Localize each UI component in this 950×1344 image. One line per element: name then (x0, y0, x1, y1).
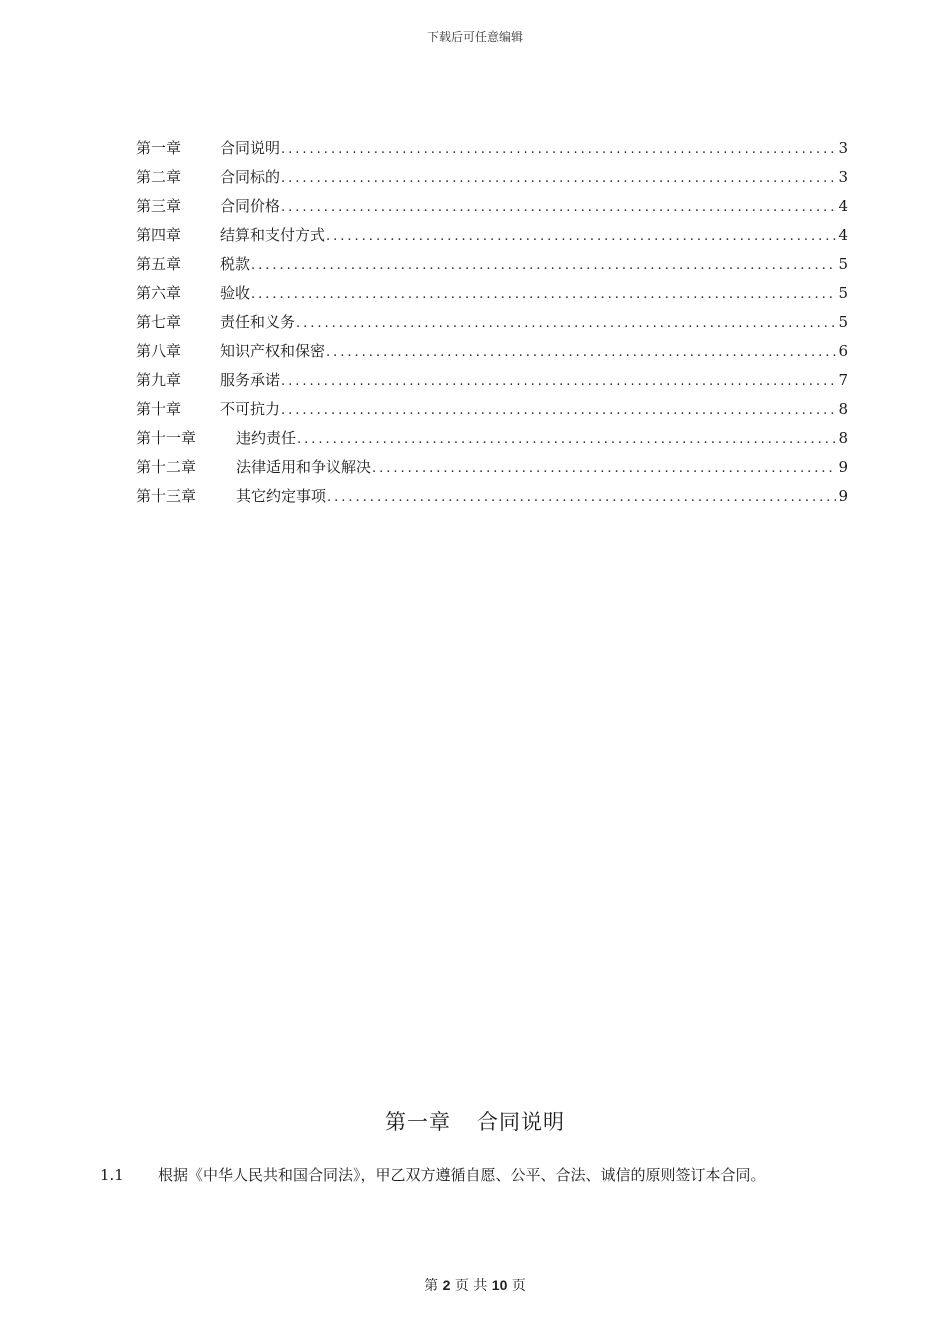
toc-chapter-title: 法律适用和争议解决 (236, 458, 372, 476)
chapter-heading (0, 1106, 950, 1136)
chapter-heading-number: 第一章 (385, 1110, 451, 1134)
toc-page-number: 8 (838, 429, 848, 447)
toc-page-number: 5 (838, 284, 848, 302)
toc-page-number: 5 (838, 255, 848, 273)
toc-entry[interactable] (136, 368, 848, 397)
footer-suffix: 页 (511, 1278, 526, 1294)
clause-number: 1.1 (100, 1166, 124, 1184)
toc-chapter-number: 第四章 (136, 226, 182, 244)
toc-page-number: 6 (838, 342, 848, 360)
toc-entry[interactable] (136, 165, 848, 194)
toc-chapter-number: 第一章 (136, 139, 182, 157)
toc-dot-leader (281, 167, 836, 191)
toc-dot-leader (251, 283, 836, 307)
clause-text: 根据《中华人民共和国合同法》，甲乙双方遵循自愿、公平、合法、诚信的原则签订本合同。 (158, 1166, 766, 1184)
toc-entry[interactable] (136, 281, 848, 310)
toc-chapter-number: 第六章 (136, 284, 182, 302)
toc-dot-leader (281, 196, 836, 220)
toc-entry[interactable] (136, 484, 848, 513)
toc-chapter-title: 合同价格 (220, 197, 281, 215)
toc-chapter-number: 第十一章 (136, 429, 197, 447)
toc-entry[interactable] (136, 455, 848, 484)
toc-chapter-title: 责任和义务 (220, 313, 296, 331)
toc-chapter-title: 其它约定事项 (236, 487, 327, 505)
toc-chapter-title: 服务承诺 (220, 371, 281, 389)
toc-chapter-number: 第八章 (136, 342, 182, 360)
toc-entry[interactable] (136, 397, 848, 426)
footer-current-page: 2 (442, 1277, 451, 1293)
page-footer (0, 1275, 950, 1295)
toc-page-number: 7 (838, 371, 848, 389)
toc-chapter-number: 第二章 (136, 168, 182, 186)
toc-chapter-number: 第三章 (136, 197, 182, 215)
toc-chapter-title: 验收 (220, 284, 251, 302)
clause-paragraph (100, 1164, 860, 1185)
toc-dot-leader (281, 138, 836, 162)
toc-page-number: 8 (838, 400, 848, 418)
table-of-contents (136, 136, 848, 513)
toc-chapter-number: 第十二章 (136, 458, 197, 476)
toc-chapter-number: 第五章 (136, 255, 182, 273)
toc-chapter-number: 第九章 (136, 371, 182, 389)
page-header-note: 下载后可任意编辑 (426, 30, 523, 44)
toc-dot-leader (281, 370, 836, 394)
toc-dot-leader (281, 399, 836, 423)
toc-page-number: 9 (838, 487, 848, 505)
toc-page-number: 5 (838, 313, 848, 331)
toc-dot-leader (327, 486, 836, 510)
toc-entry[interactable] (136, 194, 848, 223)
toc-dot-leader (326, 341, 836, 365)
toc-entry[interactable] (136, 310, 848, 339)
toc-entry[interactable] (136, 136, 848, 165)
toc-chapter-title: 不可抗力 (220, 400, 281, 418)
toc-chapter-title: 知识产权和保密 (220, 342, 326, 360)
toc-dot-leader (296, 312, 836, 336)
toc-page-number: 9 (838, 458, 848, 476)
toc-dot-leader (251, 254, 836, 278)
toc-dot-leader (297, 428, 836, 452)
footer-total-pages: 10 (491, 1277, 508, 1293)
chapter-heading-title: 合同说明 (477, 1110, 565, 1134)
toc-page-number: 4 (838, 197, 848, 215)
toc-chapter-title: 结算和支付方式 (220, 226, 326, 244)
toc-dot-leader (326, 225, 836, 249)
toc-entry[interactable] (136, 223, 848, 252)
toc-chapter-title: 违约责任 (236, 429, 297, 447)
toc-chapter-number: 第十章 (136, 400, 182, 418)
toc-page-number: 3 (838, 168, 848, 186)
toc-chapter-title: 合同标的 (220, 168, 281, 186)
toc-chapter-number: 第十三章 (136, 487, 197, 505)
toc-entry[interactable] (136, 252, 848, 281)
toc-chapter-number: 第七章 (136, 313, 182, 331)
footer-prefix: 第 (424, 1278, 439, 1294)
toc-chapter-title: 合同说明 (220, 139, 281, 157)
toc-page-number: 4 (838, 226, 848, 244)
toc-entry[interactable] (136, 426, 848, 455)
toc-dot-leader (372, 457, 836, 481)
footer-middle: 页 共 (454, 1278, 488, 1294)
toc-page-number: 3 (838, 139, 848, 157)
toc-entry[interactable] (136, 339, 848, 368)
toc-chapter-title: 税款 (220, 255, 251, 273)
